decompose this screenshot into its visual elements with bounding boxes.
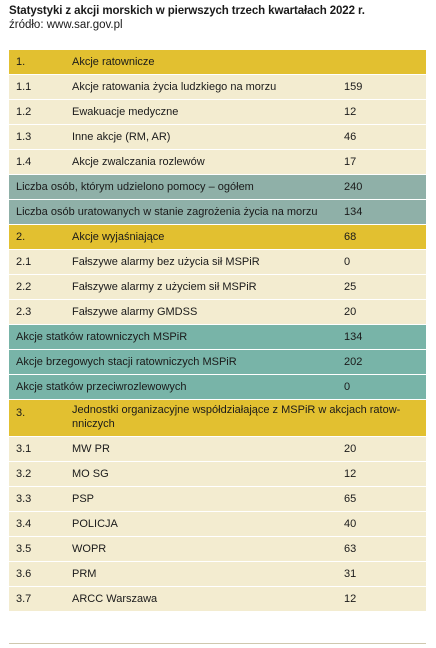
- row-label: Liczba osób, którym udzielono pomocy – ogółem: [16, 181, 254, 193]
- table-row: [9, 75, 426, 100]
- row-name: Akcje zwalczania rozlewów: [72, 156, 205, 168]
- row-value: 17: [344, 156, 357, 168]
- row-name: MW PR: [72, 443, 110, 455]
- row-label: Akcje statków ratowniczych MSPiR: [16, 331, 188, 343]
- row-name: Inne akcje (RM, AR): [72, 131, 171, 143]
- row-number: 1.3: [16, 131, 32, 143]
- row-number: 3.5: [16, 543, 32, 555]
- row-value: 63: [344, 543, 357, 555]
- row-value: 65: [344, 493, 357, 505]
- row-name: Akcje ratowania życia ludzkiego na morzu: [72, 81, 277, 93]
- row-name: WOPR: [72, 543, 107, 555]
- table-row: [9, 100, 426, 125]
- table-row: [9, 275, 426, 300]
- table-title: Statystyki z akcji morskich w pierwszych trzech kwartałach 2022 r.: [9, 5, 365, 17]
- row-value: 0: [344, 256, 351, 268]
- statistics-table: [9, 50, 426, 612]
- table-row: [9, 150, 426, 175]
- row-label: Akcje brzegowych stacji ratowniczych MSPiR: [16, 356, 237, 368]
- row-number: 2.3: [16, 306, 32, 318]
- row-value: 25: [344, 281, 357, 293]
- table-row: [9, 325, 426, 350]
- table-row: [9, 487, 426, 512]
- table-row: [9, 587, 426, 612]
- row-number: 3.6: [16, 568, 32, 580]
- row-label: Liczba osób uratowanych w stanie zagrożenia życia na morzu: [16, 206, 318, 218]
- row-name: POLICJA: [72, 518, 118, 530]
- row-label: Akcje statków przeciwrozlewowych: [16, 381, 187, 393]
- row-value: 134: [344, 206, 363, 218]
- table-row: [9, 400, 426, 437]
- row-name: Akcje ratownicze: [72, 56, 155, 68]
- row-value: 40: [344, 518, 357, 530]
- row-number: 2.1: [16, 256, 32, 268]
- row-number: 3.7: [16, 593, 32, 605]
- row-value: 159: [344, 81, 363, 93]
- row-number: 3.3: [16, 493, 32, 505]
- table-row: [9, 200, 426, 225]
- row-name: Akcje wyjaśniające: [72, 231, 165, 243]
- row-value: 202: [344, 356, 363, 368]
- row-name: Fałszywe alarmy z użyciem sił MSPiR: [72, 281, 257, 293]
- table-bottom-rule: [9, 643, 426, 644]
- row-number: 1.: [16, 56, 26, 68]
- table-row: [9, 50, 426, 75]
- row-value: 12: [344, 593, 357, 605]
- row-number: 2.2: [16, 281, 32, 293]
- row-number: 1.4: [16, 156, 32, 168]
- row-number: 1.2: [16, 106, 32, 118]
- source-note: źródło: www.sar.gov.pl: [9, 19, 123, 31]
- table-row: [9, 175, 426, 200]
- table-row: [9, 125, 426, 150]
- header: [9, 4, 429, 33]
- row-name: PSP: [72, 493, 95, 505]
- row-name: ARCC Warszawa: [72, 593, 158, 605]
- row-number: 3.4: [16, 518, 32, 530]
- row-number: 3.2: [16, 468, 32, 480]
- row-value: 12: [344, 106, 357, 118]
- row-number: 1.1: [16, 81, 32, 93]
- row-number: 3.: [16, 407, 26, 419]
- row-value: 20: [344, 306, 357, 318]
- table-row: [9, 350, 426, 375]
- row-name: Jednostki organizacyjne współdziałające z MSPiR w akcjach ratow-nniczych: [72, 404, 401, 430]
- row-value: 240: [344, 181, 363, 193]
- table-row: [9, 225, 426, 250]
- table-row: [9, 375, 426, 400]
- row-number: 2.: [16, 231, 26, 243]
- table-row: [9, 537, 426, 562]
- row-name: Fałszywe alarmy GMDSS: [72, 306, 198, 318]
- table-row: [9, 250, 426, 275]
- row-value: 31: [344, 568, 357, 580]
- table-row: [9, 512, 426, 537]
- row-value: 20: [344, 443, 357, 455]
- table-row: [9, 300, 426, 325]
- row-name: Fałszywe alarmy bez użycia sił MSPiR: [72, 256, 260, 268]
- row-number: 3.1: [16, 443, 32, 455]
- row-value: 12: [344, 468, 357, 480]
- table-row: [9, 462, 426, 487]
- row-value: 46: [344, 131, 357, 143]
- table-row: [9, 562, 426, 587]
- row-value: 68: [344, 231, 357, 243]
- row-name: MO SG: [72, 468, 109, 480]
- row-name: PRM: [72, 568, 97, 580]
- row-value: 134: [344, 331, 363, 343]
- row-value: 0: [344, 381, 351, 393]
- table-row: [9, 437, 426, 462]
- row-name: Ewakuacje medyczne: [72, 106, 179, 118]
